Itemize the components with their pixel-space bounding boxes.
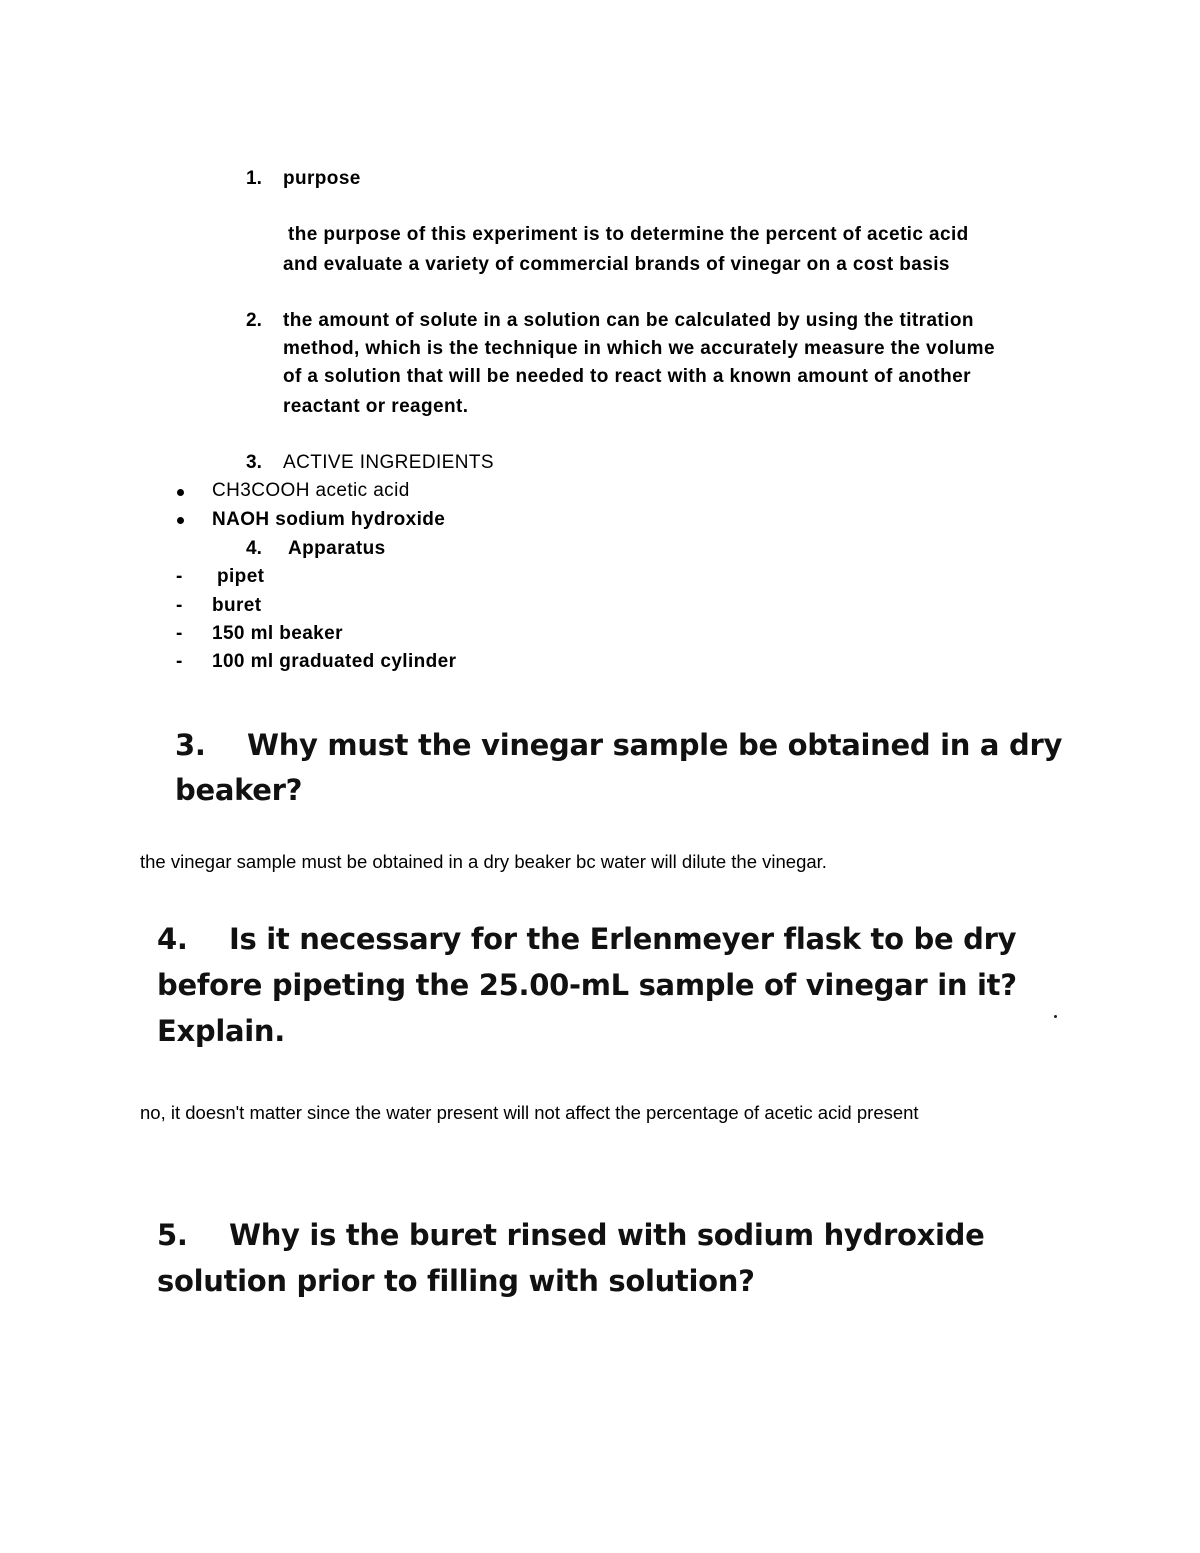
question-4-line-1: 4. Is it necessary for the Erlenmeyer flask to be dry bbox=[157, 922, 1017, 956]
apparatus-item: pipet bbox=[217, 566, 265, 587]
dash-icon: - bbox=[176, 595, 183, 616]
apparatus-item: buret bbox=[212, 595, 262, 616]
scan-speck bbox=[1054, 1015, 1057, 1018]
apparatus-item: 150 ml beaker bbox=[212, 623, 343, 644]
section-1-number: 1. bbox=[246, 168, 262, 189]
dash-icon: - bbox=[176, 651, 183, 672]
section-4-number: 4. bbox=[246, 538, 262, 559]
question-5-line-2: solution prior to filling with solution? bbox=[157, 1264, 755, 1298]
ingredient-item: NAOH sodium hydroxide bbox=[212, 509, 446, 530]
question-4-line-2: before pipeting the 25.00-mL sample of vinegar in it? bbox=[157, 968, 1017, 1002]
dash-icon: - bbox=[176, 623, 183, 644]
section-2-number: 2. bbox=[246, 310, 262, 331]
question-3-line-1: 3. Why must the vinegar sample be obtained in a dry bbox=[175, 728, 1063, 762]
section-2-body-line-3: of a solution that will be needed to react with a known amount of another bbox=[283, 366, 971, 387]
question-5-number: 5. bbox=[157, 1218, 188, 1252]
section-1-heading: purpose bbox=[283, 168, 361, 189]
section-3-heading: ACTIVE INGREDIENTS bbox=[283, 452, 494, 473]
section-1-body-line-1: the purpose of this experiment is to determine the percent of acetic acid bbox=[288, 224, 969, 245]
question-4-number: 4. bbox=[157, 922, 188, 956]
bullet-icon bbox=[177, 517, 184, 524]
dash-icon: - bbox=[176, 566, 183, 587]
section-4-heading: Apparatus bbox=[288, 538, 386, 559]
answer-4: no, it doesn't matter since the water present will not affect the percentage of acetic acid present bbox=[140, 1102, 919, 1123]
question-5-line-1: 5. Why is the buret rinsed with sodium hydroxide bbox=[157, 1218, 985, 1252]
section-3-number: 3. bbox=[246, 452, 262, 473]
answer-3: the vinegar sample must be obtained in a dry beaker bc water will dilute the vinegar. bbox=[140, 851, 827, 872]
bullet-icon bbox=[177, 489, 184, 496]
ingredient-item: CH3COOH acetic acid bbox=[212, 480, 410, 501]
section-2-body-line-1: the amount of solute in a solution can be calculated by using the titration bbox=[283, 310, 974, 331]
section-2-body-line-4: reactant or reagent. bbox=[283, 396, 469, 417]
question-3-line-2: beaker? bbox=[175, 773, 303, 807]
section-1-body-line-2: and evaluate a variety of commercial brands of vinegar on a cost basis bbox=[283, 254, 950, 275]
apparatus-item: 100 ml graduated cylinder bbox=[212, 651, 457, 672]
section-2-body-line-2: method, which is the technique in which we accurately measure the volume bbox=[283, 338, 995, 359]
question-3-number: 3. bbox=[175, 728, 206, 762]
question-4-line-3: Explain. bbox=[157, 1014, 285, 1048]
